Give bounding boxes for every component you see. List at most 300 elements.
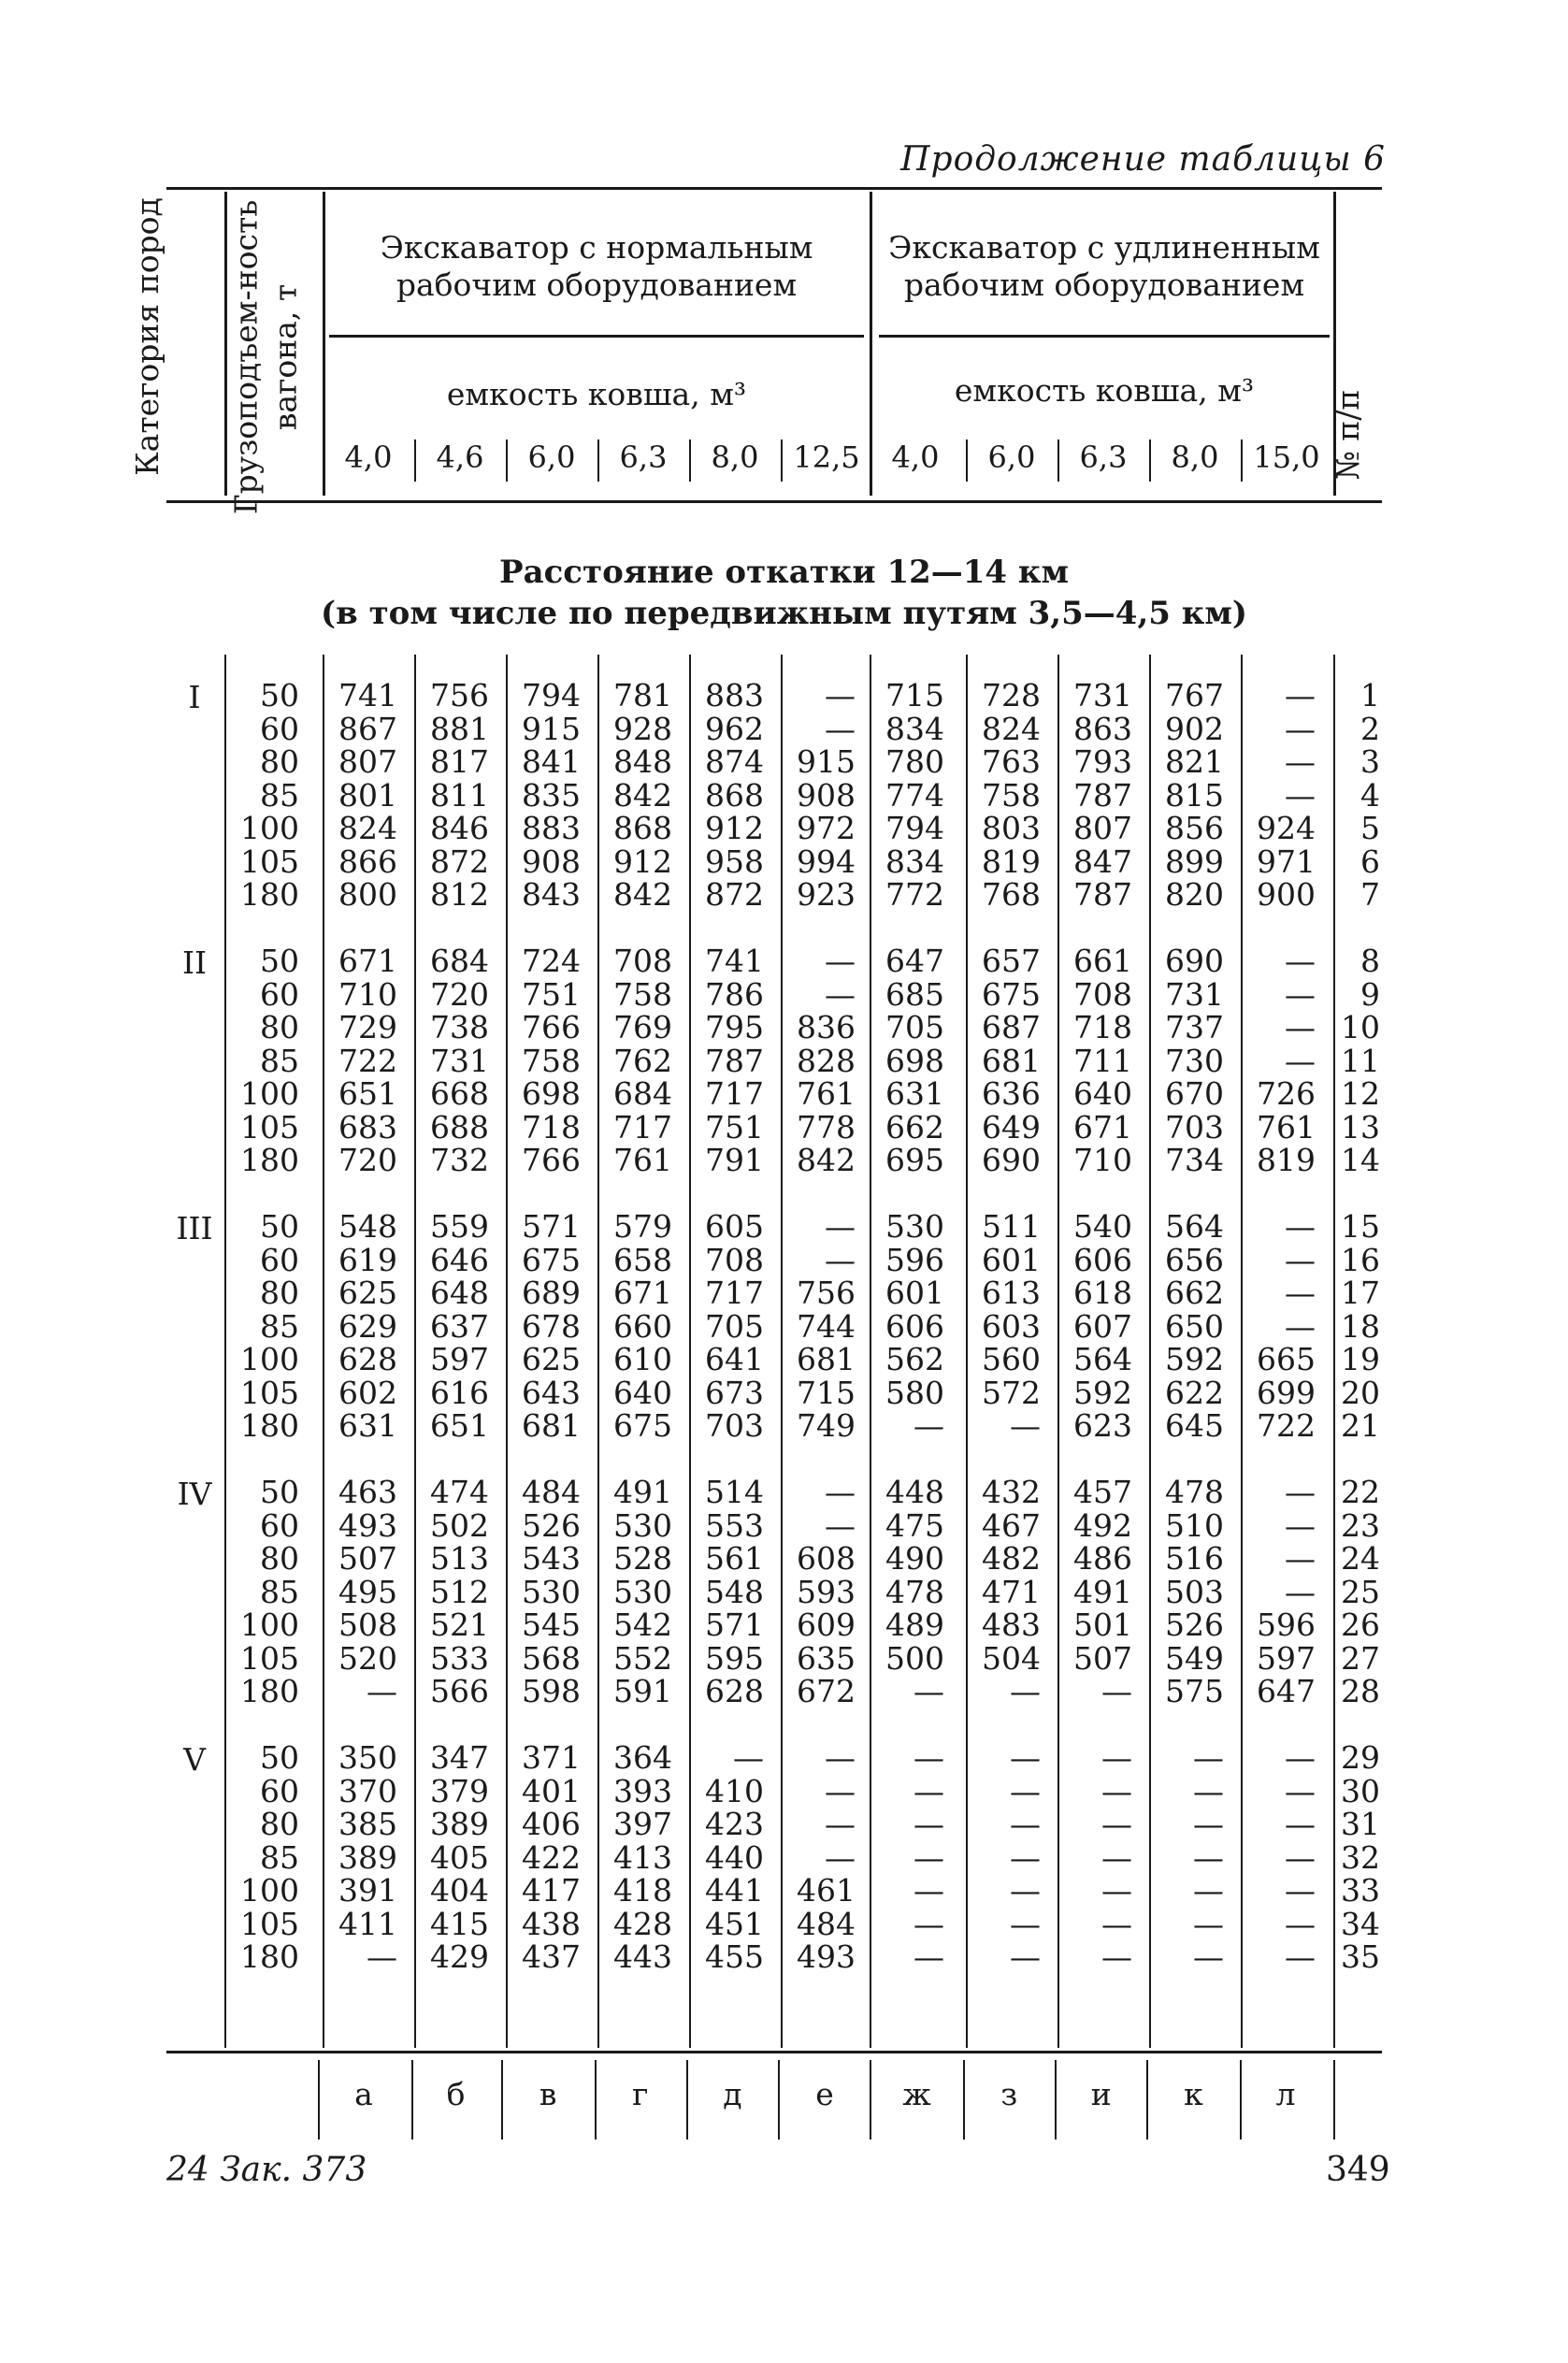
table-cell: 521: [430, 1607, 489, 1643]
table-cell: 718: [1073, 1009, 1132, 1045]
wagon-capacity: 100: [240, 1872, 299, 1909]
table-cell: 596: [885, 1241, 944, 1278]
table-cell: —: [825, 1241, 856, 1278]
table-cell: —: [1285, 975, 1316, 1013]
row-number: 13: [1341, 1108, 1380, 1145]
table-cell: 493: [338, 1506, 397, 1544]
table-cell: —: [1285, 1506, 1316, 1544]
table-cell: 553: [705, 1506, 764, 1544]
table-cell: 417: [522, 1872, 581, 1909]
table-cell: 500: [885, 1639, 944, 1677]
table-cell: —: [1010, 1806, 1041, 1842]
table-cell: 516: [1165, 1540, 1224, 1577]
table-cell: 842: [613, 776, 672, 814]
table-cell: 503: [1165, 1573, 1224, 1610]
table-cell: 379: [430, 1772, 489, 1809]
table-cell: —: [367, 1673, 397, 1709]
table-cell: 665: [1257, 1341, 1316, 1377]
table-cell: 648: [430, 1275, 489, 1311]
table-cell: 761: [1257, 1108, 1316, 1145]
table-cell: 912: [613, 843, 672, 880]
row-number: 7: [1360, 876, 1380, 913]
table-cell: 821: [1165, 743, 1224, 780]
column-letter: л: [1275, 2076, 1296, 2112]
table-cell: —: [913, 1772, 944, 1809]
table-cell: 803: [982, 810, 1041, 846]
row-number: 1: [1360, 677, 1380, 713]
table-cell: 731: [1073, 677, 1132, 713]
wagon-capacity: 60: [260, 975, 299, 1013]
table-cell: 900: [1257, 876, 1316, 913]
table-cell: 508: [338, 1607, 397, 1643]
table-cell: —: [1101, 1838, 1132, 1876]
table-cell: 722: [338, 1042, 397, 1079]
table-cell: 994: [797, 843, 856, 880]
table-cell: —: [1285, 1772, 1316, 1809]
table-cell: 688: [430, 1108, 489, 1145]
section-title: [0, 552, 1568, 634]
table-cell: 899: [1165, 843, 1224, 880]
table-cell: —: [913, 1806, 944, 1842]
table-cell: 731: [430, 1042, 489, 1079]
normal-group-divider: [329, 335, 864, 338]
table-cell: 661: [1073, 943, 1132, 979]
table-cell: —: [913, 1407, 944, 1444]
table-cell: 711: [1073, 1042, 1132, 1079]
table-cell: 738: [430, 1009, 489, 1045]
bucket-capacity-value: 15,0: [1253, 439, 1320, 475]
table-cell: 672: [797, 1673, 856, 1709]
table-cell: 495: [338, 1573, 397, 1610]
bucket-capacity-value: 6,0: [987, 439, 1036, 475]
table-cell: 662: [1165, 1275, 1224, 1311]
table-cell: —: [825, 1806, 856, 1842]
table-cell: —: [1101, 1938, 1132, 1975]
row-number: 28: [1341, 1673, 1380, 1709]
table-cell: 438: [522, 1905, 581, 1942]
table-cell: 848: [613, 743, 672, 780]
table-cell: 883: [705, 677, 764, 713]
wagon-capacity: 100: [240, 810, 299, 846]
table-cell: 622: [1165, 1374, 1224, 1411]
table-cell: 732: [430, 1142, 489, 1178]
table-cell: —: [1285, 1905, 1316, 1942]
table-cell: 461: [797, 1872, 856, 1909]
table-cell: 478: [1165, 1474, 1224, 1510]
table-cell: 628: [705, 1673, 764, 1709]
wagon-capacity: 180: [240, 1938, 299, 1975]
table-cell: 835: [522, 776, 581, 814]
table-cell: 720: [430, 975, 489, 1013]
table-cell: 603: [982, 1307, 1041, 1345]
wagon-capacity: 60: [260, 1772, 299, 1809]
table-cell: 549: [1165, 1639, 1224, 1677]
wagon-capacity: 80: [260, 1009, 299, 1045]
table-cell: 391: [338, 1872, 397, 1909]
table-cell: —: [825, 1739, 856, 1776]
table-cell: 493: [797, 1938, 856, 1975]
table-cell: 605: [705, 1208, 764, 1245]
table-cell: —: [1193, 1806, 1224, 1842]
table-cell: —: [1101, 1806, 1132, 1842]
table-cell: 542: [613, 1607, 672, 1643]
continuation-caption: Продолжение таблицы 6: [900, 140, 1386, 179]
table-cell: 410: [705, 1772, 764, 1809]
table-cell: 530: [885, 1208, 944, 1245]
table-cell: —: [733, 1739, 764, 1776]
table-cell: 915: [522, 710, 581, 747]
table-cell: 482: [982, 1540, 1041, 1577]
table-cell: 787: [1073, 776, 1132, 814]
table-cell: 575: [1165, 1673, 1224, 1709]
table-cell: 842: [797, 1142, 856, 1178]
table-cell: 730: [1165, 1042, 1224, 1079]
table-cell: 401: [522, 1772, 581, 1809]
table-cell: 428: [613, 1905, 672, 1942]
table-cell: 502: [430, 1506, 489, 1544]
table-cell: 972: [797, 810, 856, 846]
table-cell: 689: [522, 1275, 581, 1311]
row-number: 27: [1341, 1639, 1380, 1677]
column-letter: е: [815, 2076, 834, 2112]
table-cell: 597: [430, 1341, 489, 1377]
table-cell: 591: [613, 1673, 672, 1709]
table-cell: 703: [705, 1407, 764, 1444]
extended-group-divider: [879, 335, 1330, 338]
table-cell: 671: [1073, 1108, 1132, 1145]
table-cell: —: [1010, 1838, 1041, 1876]
table-cell: 552: [613, 1639, 672, 1677]
table-cell: 601: [982, 1241, 1041, 1278]
table-cell: —: [1193, 1838, 1224, 1876]
table-cell: 507: [1073, 1639, 1132, 1677]
table-cell: 872: [430, 843, 489, 880]
table-cell: 448: [885, 1474, 944, 1510]
table-cell: 455: [705, 1938, 764, 1975]
table-cell: 675: [982, 975, 1041, 1013]
table-cell: 406: [522, 1806, 581, 1842]
bucket-capacity-value: 8,0: [711, 439, 759, 475]
table-cell: 514: [705, 1474, 764, 1510]
table-cell: 708: [1073, 975, 1132, 1013]
column-letter: б: [446, 2076, 466, 2112]
table-cell: —: [1193, 1872, 1224, 1909]
rock-category: I: [188, 679, 201, 715]
wagon-capacity: 180: [240, 1407, 299, 1444]
table-cell: 705: [705, 1307, 764, 1345]
table-cell: 571: [522, 1208, 581, 1245]
table-cell: —: [1285, 1806, 1316, 1842]
table-cell: —: [825, 1772, 856, 1809]
wagon-capacity: 80: [260, 1806, 299, 1842]
row-number-header: № п/п: [1330, 389, 1366, 481]
table-cell: 389: [430, 1806, 489, 1842]
table-cell: 656: [1165, 1241, 1224, 1278]
table-cell: —: [1101, 1739, 1132, 1776]
wagon-capacity: 180: [240, 1142, 299, 1178]
table-cell: —: [1285, 776, 1316, 814]
table-cell: 651: [338, 1075, 397, 1112]
table-cell: 924: [1257, 810, 1316, 846]
wagon-capacity: 105: [240, 843, 299, 880]
table-cell: 561: [705, 1540, 764, 1577]
table-cell: 795: [705, 1009, 764, 1045]
row-number: 23: [1341, 1506, 1380, 1544]
table-cell: 675: [522, 1241, 581, 1278]
table-cell: 958: [705, 843, 764, 880]
table-cell: 559: [430, 1208, 489, 1245]
table-cell: 646: [430, 1241, 489, 1278]
table-cell: 592: [1165, 1341, 1224, 1377]
table-cell: 787: [1073, 876, 1132, 913]
table-cell: 601: [885, 1275, 944, 1311]
row-number: 17: [1341, 1275, 1380, 1311]
table-cell: 761: [797, 1075, 856, 1112]
table-cell: 629: [338, 1307, 397, 1345]
row-number: 21: [1341, 1407, 1380, 1444]
table-cell: 766: [522, 1142, 581, 1178]
table-cell: 492: [1073, 1506, 1132, 1544]
table-cell: 874: [705, 743, 764, 780]
table-cell: —: [1010, 1673, 1041, 1709]
table-cell: 881: [430, 710, 489, 747]
table-cell: —: [1285, 1739, 1316, 1776]
row-number: 14: [1341, 1142, 1380, 1178]
wagon-capacity: 50: [260, 677, 299, 713]
rock-category: III: [176, 1210, 213, 1246]
bucket-capacity-value: 4,0: [344, 439, 393, 475]
table-cell: 681: [797, 1341, 856, 1377]
table-cell: 592: [1073, 1374, 1132, 1411]
table-cell: —: [913, 1739, 944, 1776]
table-cell: 684: [613, 1075, 672, 1112]
table-cell: 724: [522, 943, 581, 979]
table-cell: 758: [522, 1042, 581, 1079]
wagon-capacity: 80: [260, 743, 299, 780]
table-cell: 836: [797, 1009, 856, 1045]
table-cell: 817: [430, 743, 489, 780]
table-cell: —: [1285, 743, 1316, 780]
table-cell: 687: [982, 1009, 1041, 1045]
table-cell: 657: [982, 943, 1041, 979]
table-cell: 800: [338, 876, 397, 913]
column-letter: г: [632, 2076, 649, 2112]
wagon-capacity: 50: [260, 1739, 299, 1776]
table-cell: 385: [338, 1806, 397, 1842]
table-cell: 562: [885, 1341, 944, 1377]
table-cell: 609: [797, 1607, 856, 1643]
table-cell: 548: [705, 1573, 764, 1610]
wagon-capacity: 105: [240, 1639, 299, 1677]
table-cell: 847: [1073, 843, 1132, 880]
table-cell: 440: [705, 1838, 764, 1876]
table-cell: —: [1285, 1540, 1316, 1577]
table-cell: 520: [338, 1639, 397, 1677]
table-cell: 710: [1073, 1142, 1132, 1178]
extended-bucket-label: емкость ковша, м³: [954, 372, 1255, 409]
table-cell: 971: [1257, 843, 1316, 880]
table-cell: 625: [522, 1341, 581, 1377]
table-cell: 593: [797, 1573, 856, 1610]
table-cell: 441: [705, 1872, 764, 1909]
table-cell: 867: [338, 710, 397, 747]
normal-bucket-label: емкость ковша, м³: [446, 376, 747, 412]
table-cell: —: [825, 1208, 856, 1245]
table-cell: 511: [982, 1208, 1041, 1245]
bucket-capacity-value: 4,6: [436, 439, 484, 475]
extended-excavator-title-1: Экскаватор с удлиненным: [888, 229, 1320, 266]
wagon-capacity: 105: [240, 1108, 299, 1145]
table-cell: 828: [797, 1042, 856, 1079]
rock-category: II: [181, 944, 208, 981]
row-number: 6: [1360, 843, 1380, 880]
table-cell: 635: [797, 1639, 856, 1677]
row-number: 31: [1341, 1806, 1380, 1842]
wagon-capacity: 85: [260, 1307, 299, 1345]
table-cell: 834: [885, 843, 944, 880]
table-cell: 478: [885, 1573, 944, 1610]
table-cell: 681: [522, 1407, 581, 1444]
wagon-capacity: 80: [260, 1540, 299, 1577]
table-cell: 715: [797, 1374, 856, 1411]
table-cell: 781: [613, 677, 672, 713]
table-cell: 768: [982, 876, 1041, 913]
row-number: 3: [1360, 743, 1380, 780]
table-cell: 411: [338, 1905, 397, 1942]
table-cell: 681: [982, 1042, 1041, 1079]
page-number: 349: [1326, 2151, 1390, 2189]
table-cell: —: [1010, 1772, 1041, 1809]
table-cell: 533: [430, 1639, 489, 1677]
table-cell: —: [825, 943, 856, 979]
table-cell: 708: [705, 1241, 764, 1278]
table-cell: 579: [613, 1208, 672, 1245]
table-cell: 812: [430, 876, 489, 913]
table-cell: 607: [1073, 1307, 1132, 1345]
table-cell: —: [1010, 1872, 1041, 1909]
table-cell: 625: [338, 1275, 397, 1311]
table-cell: 793: [1073, 743, 1132, 780]
table-cell: 651: [430, 1407, 489, 1444]
table-cell: —: [825, 1506, 856, 1544]
table-cell: 928: [613, 710, 672, 747]
table-cell: 675: [613, 1407, 672, 1444]
table-cell: 923: [797, 876, 856, 913]
table-cell: 856: [1165, 810, 1224, 846]
table-cell: 513: [430, 1540, 489, 1577]
table-cell: 595: [705, 1639, 764, 1677]
table-cell: 794: [885, 810, 944, 846]
row-number: 12: [1341, 1075, 1380, 1112]
table-cell: 389: [338, 1838, 397, 1876]
capacity-header: Грузоподъем-ность вагона, т: [227, 199, 304, 515]
table-cell: 491: [613, 1474, 672, 1510]
table-cell: —: [913, 1838, 944, 1876]
row-number: 2: [1360, 710, 1380, 747]
table-cell: 908: [522, 843, 581, 880]
table-cell: 429: [430, 1938, 489, 1975]
capacity-separator: [414, 439, 416, 482]
capacity-separator: [966, 439, 968, 482]
header-bottom-rule: [166, 500, 1382, 503]
wagon-capacity: 50: [260, 1474, 299, 1510]
table-cell: 422: [522, 1838, 581, 1876]
table-cell: 841: [522, 743, 581, 780]
table-cell: —: [913, 1905, 944, 1942]
table-cell: 751: [522, 975, 581, 1013]
rock-category: IV: [177, 1476, 212, 1512]
row-number: 30: [1341, 1772, 1380, 1809]
table-cell: 762: [613, 1042, 672, 1079]
letter-separator: [1333, 2060, 1335, 2140]
table-cell: 824: [982, 710, 1041, 747]
bucket-capacity-value: 6,3: [619, 439, 668, 475]
table-cell: 649: [982, 1108, 1041, 1145]
table-cell: 540: [1073, 1208, 1132, 1245]
table-cell: 490: [885, 1540, 944, 1577]
table-cell: 489: [885, 1607, 944, 1643]
row-number: 10: [1341, 1009, 1380, 1045]
wagon-capacity: 50: [260, 943, 299, 979]
row-number: 25: [1341, 1573, 1380, 1610]
table-cell: 364: [613, 1739, 672, 1776]
table-cell: 761: [613, 1142, 672, 1178]
table-cell: —: [1285, 1275, 1316, 1311]
table-cell: —: [1285, 1573, 1316, 1610]
wagon-capacity: 50: [260, 1208, 299, 1245]
table-cell: 824: [338, 810, 397, 846]
capacity-separator: [781, 439, 783, 482]
table-cell: 766: [522, 1009, 581, 1045]
row-number: 29: [1341, 1739, 1380, 1776]
row-number: 8: [1360, 943, 1380, 979]
table-cell: 397: [613, 1806, 672, 1842]
table-cell: 571: [705, 1607, 764, 1643]
table-cell: 811: [430, 776, 489, 814]
row-number: 35: [1341, 1938, 1380, 1975]
table-cell: —: [1285, 1009, 1316, 1045]
table-cell: 962: [705, 710, 764, 747]
table-cell: 699: [1257, 1374, 1316, 1411]
table-cell: 457: [1073, 1474, 1132, 1510]
table-cell: 717: [705, 1275, 764, 1311]
table-cell: 564: [1165, 1208, 1224, 1245]
table-cell: 772: [885, 876, 944, 913]
table-cell: 751: [705, 1108, 764, 1145]
table-cell: 526: [1165, 1607, 1224, 1643]
table-cell: 741: [338, 677, 397, 713]
table-cell: 647: [1257, 1673, 1316, 1709]
table-cell: 729: [338, 1009, 397, 1045]
table-cell: 484: [797, 1905, 856, 1942]
row-number: 18: [1341, 1307, 1380, 1345]
table-cell: —: [825, 677, 856, 713]
table-cell: 756: [797, 1275, 856, 1311]
wagon-capacity: 60: [260, 1506, 299, 1544]
table-cell: 545: [522, 1607, 581, 1643]
table-cell: 660: [613, 1307, 672, 1345]
row-number: 24: [1341, 1540, 1380, 1577]
table-cell: 616: [430, 1374, 489, 1411]
wagon-capacity: 60: [260, 710, 299, 747]
table-cell: 467: [982, 1506, 1041, 1544]
table-cell: 637: [430, 1307, 489, 1345]
table-cell: —: [1193, 1938, 1224, 1975]
normal-excavator-title-2: рабочим оборудованием: [396, 267, 798, 303]
table-cell: 737: [1165, 1009, 1224, 1045]
capacity-separator: [1241, 439, 1243, 482]
table-cell: 868: [613, 810, 672, 846]
